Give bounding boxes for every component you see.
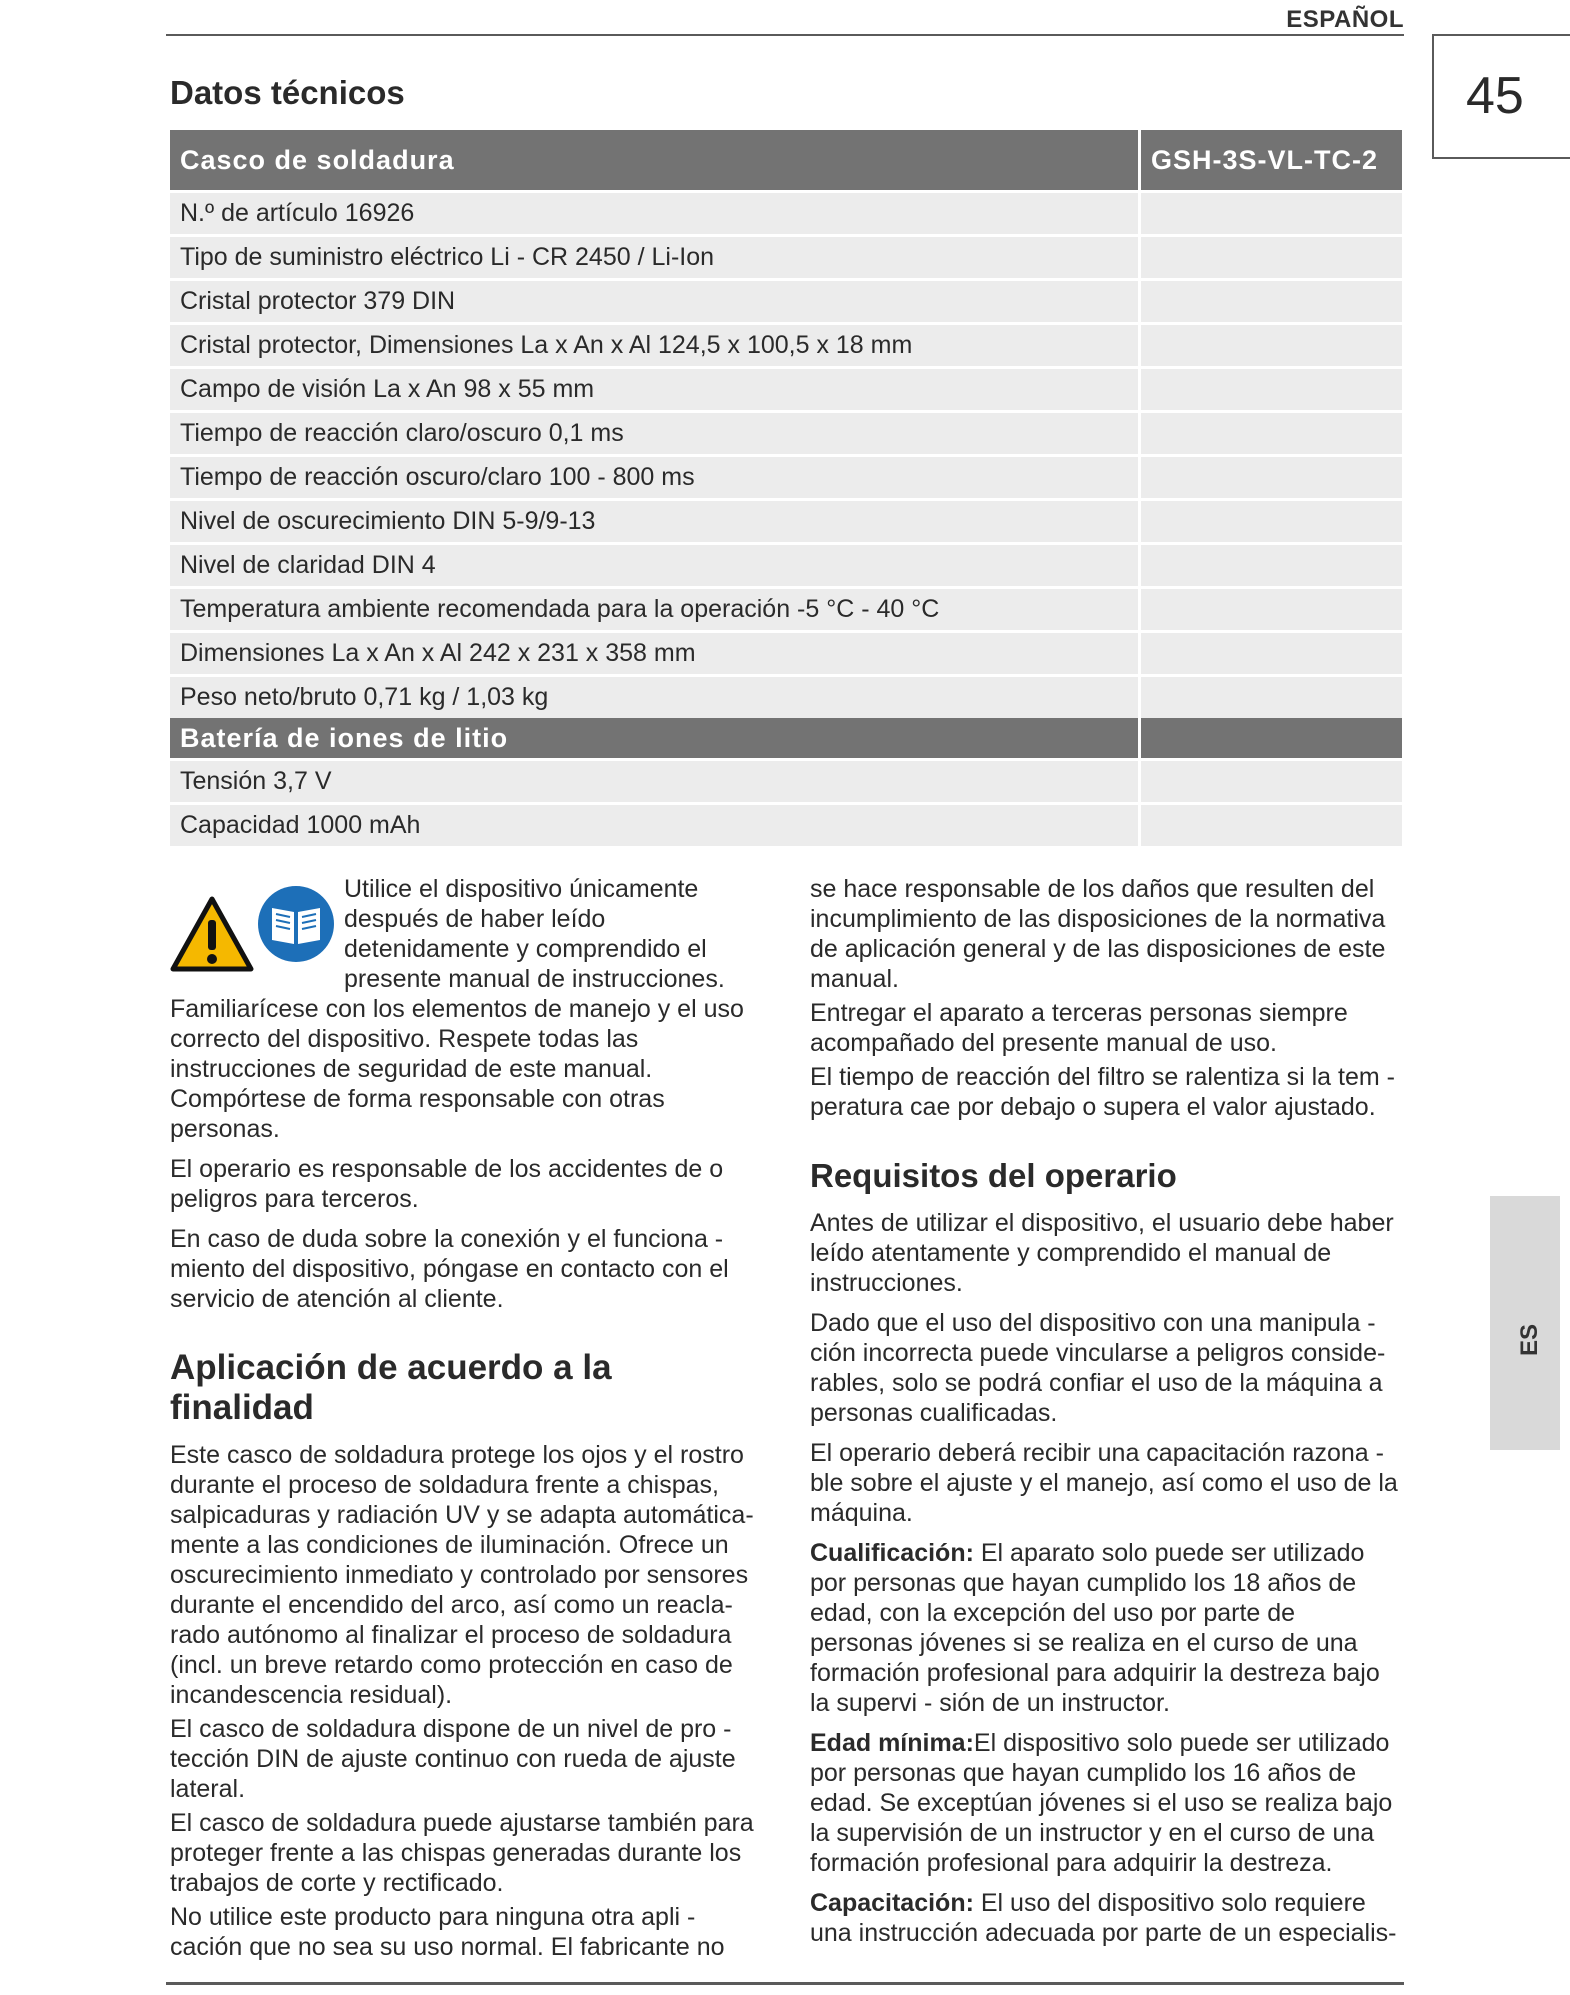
min-age-label: Edad mínima: bbox=[810, 1729, 974, 1757]
table-cell: Tipo de suministro eléctrico Li - CR 2450 / Li-Ion bbox=[170, 234, 1138, 278]
table-header-label: Casco de soldadura bbox=[170, 130, 1138, 190]
language-label: ESPAÑOL bbox=[1286, 6, 1404, 33]
section-heading: Aplicación de acuerdo a la finalidad bbox=[170, 1348, 612, 1427]
section-heading: Requisitos del operario bbox=[810, 1157, 1177, 1194]
left-column bbox=[170, 874, 760, 1972]
table-header-row bbox=[170, 130, 1402, 190]
table-cell: Tiempo de reacción claro/oscuro 0,1 ms bbox=[170, 410, 1138, 454]
paragraph: se hace responsable de los daños que resulten del incumplimiento de las disposiciones de la normativa de aplicación general y de las disposiciones de este manual. bbox=[810, 875, 1386, 993]
table-row bbox=[170, 674, 1402, 718]
table-cell: Temperatura ambiente recomendada para la operación -5 °C - 40 °C bbox=[170, 586, 1138, 630]
top-rule bbox=[166, 34, 1404, 36]
table-value-cell bbox=[1138, 454, 1402, 498]
warning-triangle-icon bbox=[170, 896, 254, 972]
qualification-paragraph bbox=[810, 1538, 1402, 1718]
warning-block bbox=[170, 874, 760, 1144]
spec-table bbox=[170, 130, 1402, 846]
table-section-row bbox=[170, 718, 1402, 758]
paragraph: Este casco de soldadura protege los ojos y el rostro durante el proceso de soldadura frente a chispas, salpicaduras y radiación UV y se adapta automática- mente a las condiciones de iluminación. Ofrece un oscurecimiento inmediato y controlado por sensores durante el encendido del arco, así como un reacla- rado autónomo al finalizar el proceso de soldadura (incl. un breve retardo como protección en caso de incandescencia residual). bbox=[170, 1441, 754, 1709]
paragraph: Entregar el aparato a terceras personas siempre acompañado del presente manual de uso. bbox=[810, 999, 1348, 1057]
table-row bbox=[170, 454, 1402, 498]
table-value-cell bbox=[1138, 234, 1402, 278]
page-title: Datos técnicos bbox=[170, 74, 405, 111]
read-manual-icon bbox=[256, 884, 336, 964]
paragraph: El tiempo de reacción del filtro se ralentiza si la tem - peratura cae por debajo o supera el valor ajustado. bbox=[810, 1063, 1395, 1121]
table-cell: Dimensiones La x An x Al 242 x 231 x 358 mm bbox=[170, 630, 1138, 674]
table-value-cell bbox=[1138, 802, 1402, 846]
table-section-value bbox=[1138, 718, 1402, 758]
bottom-rule bbox=[166, 1982, 1404, 1985]
table-value-cell bbox=[1138, 758, 1402, 802]
table-cell: Campo de visión La x An 98 x 55 mm bbox=[170, 366, 1138, 410]
paragraph: Dado que el uso del dispositivo con una manipula - ción incorrecta puede vincularse a peligros conside- rables, solo se podrá confiar el uso de la máquina a personas cualificadas. bbox=[810, 1309, 1386, 1427]
qualification-label: Cualificación: bbox=[810, 1539, 974, 1567]
table-value-cell bbox=[1138, 278, 1402, 322]
table-cell: Peso neto/bruto 0,71 kg / 1,03 kg bbox=[170, 674, 1138, 718]
table-row bbox=[170, 802, 1402, 846]
min-age-text: El dispositivo solo puede ser utilizado por personas que hayan cumplido los 16 años de edad. Se exceptúan jóvenes si el uso se realiza bajo la supervisión de un instructor y en el curso de una formación profesional para adquirir la destreza. bbox=[810, 1729, 1393, 1877]
table-value-cell bbox=[1138, 366, 1402, 410]
table-cell: N.º de artículo 16926 bbox=[170, 190, 1138, 234]
table-cell: Cristal protector 379 DIN bbox=[170, 278, 1138, 322]
table-row bbox=[170, 366, 1402, 410]
qualification-text: El aparato solo puede ser utilizado por personas que hayan cumplido los 18 años de edad, con la excepción del uso por parte de personas jóvenes si se realiza en el curso de una formación profesional para adquirir la destreza bajo la supervi - sión de un instructor. bbox=[810, 1539, 1380, 1717]
table-value-cell bbox=[1138, 586, 1402, 630]
table-header-model: GSH-3S-VL-TC-2 bbox=[1138, 130, 1402, 190]
side-tab-label: ES bbox=[1516, 1323, 1544, 1357]
paragraph: El casco de soldadura puede ajustarse también para proteger frente a las chispas generadas durante los trabajos de corte y rectificado. bbox=[170, 1809, 754, 1897]
right-column bbox=[810, 874, 1402, 1958]
warning-icons bbox=[170, 880, 344, 990]
table-row bbox=[170, 758, 1402, 802]
training-paragraph bbox=[810, 1888, 1402, 1948]
min-age-paragraph bbox=[810, 1728, 1402, 1878]
table-value-cell bbox=[1138, 674, 1402, 718]
table-value-cell bbox=[1138, 410, 1402, 454]
table-cell: Nivel de oscurecimiento DIN 5-9/9-13 bbox=[170, 498, 1138, 542]
table-cell: Nivel de claridad DIN 4 bbox=[170, 542, 1138, 586]
table-value-cell bbox=[1138, 498, 1402, 542]
table-row bbox=[170, 234, 1402, 278]
table-row bbox=[170, 498, 1402, 542]
training-text: El uso del dispositivo solo requiere una instrucción adecuada por parte de un especialis- bbox=[810, 1889, 1397, 1947]
table-value-cell bbox=[1138, 190, 1402, 234]
paragraph: El casco de soldadura dispone de un nivel de pro - tección DIN de ajuste continuo con rueda de ajuste lateral. bbox=[170, 1715, 736, 1803]
paragraph: El operario es responsable de los accidentes de o peligros para terceros. bbox=[170, 1155, 724, 1213]
training-label: Capacitación: bbox=[810, 1889, 974, 1917]
table-row bbox=[170, 410, 1402, 454]
table-cell: Cristal protector, Dimensiones La x An x Al 124,5 x 100,5 x 18 mm bbox=[170, 322, 1138, 366]
table-section-label: Batería de iones de litio bbox=[170, 718, 1138, 758]
paragraph: El operario deberá recibir una capacitación razona - ble sobre el ajuste y el manejo, así como el uso de la máquina. bbox=[810, 1439, 1398, 1527]
table-cell: Capacidad 1000 mAh bbox=[170, 802, 1138, 846]
table-row bbox=[170, 278, 1402, 322]
table-row bbox=[170, 586, 1402, 630]
page-number: 45 bbox=[1466, 67, 1524, 125]
table-cell: Tensión 3,7 V bbox=[170, 758, 1138, 802]
table-row bbox=[170, 190, 1402, 234]
table-value-cell bbox=[1138, 322, 1402, 366]
paragraph: No utilice este producto para ninguna otra apli - cación que no sea su uso normal. El fabricante no bbox=[170, 1903, 725, 1961]
table-value-cell bbox=[1138, 630, 1402, 674]
paragraph: Antes de utilizar el dispositivo, el usuario debe haber leído atentamente y comprendido el manual de instrucciones. bbox=[810, 1209, 1394, 1297]
table-value-cell bbox=[1138, 542, 1402, 586]
table-cell: Tiempo de reacción oscuro/claro 100 - 800 ms bbox=[170, 454, 1138, 498]
table-row bbox=[170, 542, 1402, 586]
table-row bbox=[170, 630, 1402, 674]
safety-intro-text: Utilice el dispositivo únicamente después de haber leído detenidamente y comprendido el presente manual de instrucciones. Familiarícese con los elementos de manejo y el uso correcto del dispositivo. Respete todas las instrucciones de seguridad de este manual. Compórtese de forma responsable con otras personas. bbox=[170, 875, 744, 1143]
table-row bbox=[170, 322, 1402, 366]
paragraph: En caso de duda sobre la conexión y el funciona - miento del dispositivo, póngase en contacto con el servicio de atención al cliente. bbox=[170, 1225, 729, 1313]
